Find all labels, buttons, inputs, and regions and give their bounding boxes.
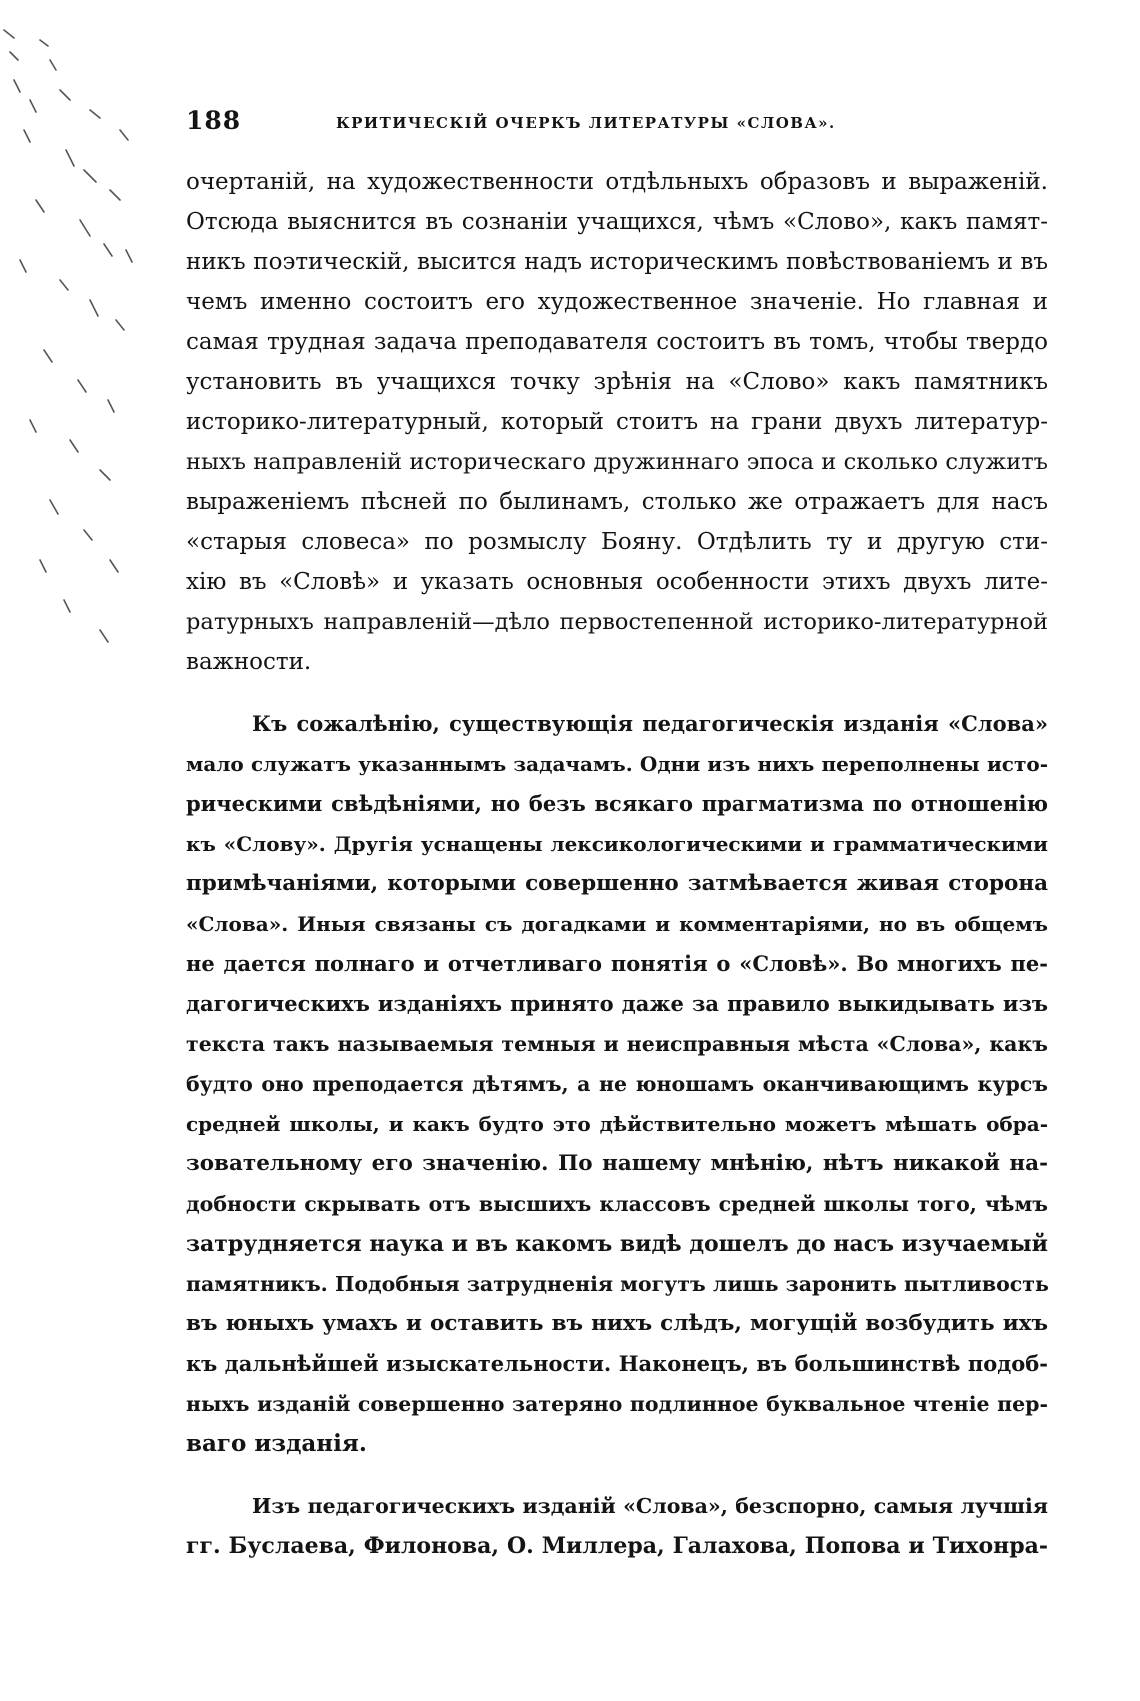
text-line: ныхъ направленій историческаго дружиннаго эпоса и сколько служитъ <box>186 449 1048 475</box>
text-line: зовательному его значенію. По нашему мнѣнію, нѣтъ никакой на- <box>186 1151 1048 1176</box>
paragraph-1 <box>186 162 1048 682</box>
text-line: чемъ именно состоитъ его художественное значеніе. Но главная и <box>186 289 1048 315</box>
text-line: средней школы, и какъ будто это дѣйствительно можетъ мѣшать обра- <box>186 1112 1048 1136</box>
text-line: будто оно преподается дѣтямъ, а не юношамъ оканчивающимъ курсъ <box>186 1072 1048 1096</box>
text-line: «старыя словеса» по розмыслу Бояну. Отдѣлить ту и другую сти- <box>186 529 1048 555</box>
text-line: историко-литературный, который стоитъ на грани двухъ литератур- <box>186 409 1048 435</box>
text-line: важности. <box>186 649 312 675</box>
paragraph-gap <box>186 1464 1048 1486</box>
text-line: текста такъ называемыя темныя и неисправныя мѣста «Слова», какъ <box>186 1032 1048 1056</box>
text-line: рическими свѣдѣніями, но безъ всякаго прагматизма по отношенію <box>186 791 1048 816</box>
paragraph-gap <box>186 682 1048 704</box>
text-line: Къ сожалѣнію, существующія педагогическія изданія «Слова» <box>252 711 1048 736</box>
text-line: выраженіемъ пѣсней по былинамъ, столько же отражаетъ для насъ <box>186 489 1048 515</box>
text-line: памятникъ. Подобныя затрудненія могутъ лишь заронить пытливость <box>186 1272 1049 1296</box>
running-head <box>186 106 1048 146</box>
body-text <box>186 162 1048 1566</box>
text-line: хію въ «Словѣ» и указать основныя особенности этихъ двухъ лите- <box>186 569 1048 595</box>
text-line: добности скрывать отъ высшихъ классовъ средней школы того, чѣмъ <box>186 1192 1048 1216</box>
text-line: ныхъ изданій совершенно затеряно подлинное буквальное чтеніе пер- <box>186 1392 1048 1416</box>
text-line: установить въ учащихся точку зрѣнія на «Слово» какъ памятникъ <box>186 369 1048 395</box>
text-line: «Слова». Иныя связаны съ догадками и комментаріями, но въ общемъ <box>186 912 1048 936</box>
text-line: дагогическихъ изданіяхъ принято даже за правило выкидывать изъ <box>186 991 1048 1016</box>
text-line: мало служатъ указаннымъ задачамъ. Одни изъ нихъ переполнены исто- <box>186 752 1048 776</box>
text-line: ваго изданія. <box>186 1430 367 1457</box>
text-line: къ «Слову». Другія уснащены лексикологическими и грамматическими <box>186 832 1048 856</box>
page-number: 188 <box>186 106 242 135</box>
text-line: очертаній, на художественности отдѣльныхъ образовъ и выраженій. <box>186 169 1048 195</box>
text-line: Отсюда выяснится въ сознаніи учащихся, чѣмъ «Слово», какъ памят- <box>186 209 1048 235</box>
text-line: къ дальнѣйшей изыскательности. Наконецъ, въ большинствѣ подоб- <box>186 1351 1048 1376</box>
running-title: КРИТИЧЕСКІЙ ОЧЕРКЪ ЛИТЕРАТУРЫ «СЛОВА». <box>336 114 836 132</box>
text-line: въ юныхъ умахъ и оставить въ нихъ слѣдъ, могущій возбудить ихъ <box>186 1311 1048 1336</box>
text-line: затрудняется наука и въ какомъ видѣ дошелъ до насъ изучаемый <box>186 1231 1048 1257</box>
text-line: ратурныхъ направленій—дѣло первостепенной историко-литературной <box>186 609 1048 635</box>
text-line: не дается полнаго и отчетливаго понятія о «Словѣ». Во многихъ пе- <box>186 951 1048 976</box>
paragraph-3 <box>186 1486 1048 1566</box>
paragraph-2 <box>186 704 1048 1464</box>
text-line: примѣчаніями, которыми совершенно затмѣвается живая сторона <box>186 871 1048 896</box>
text-line: Изъ педагогическихъ изданій «Слова», безспорно, самыя лучшія <box>252 1494 1048 1518</box>
margin-pencil-marks <box>0 0 150 700</box>
text-line: самая трудная задача преподавателя состоитъ въ томъ, чтобы твердо <box>186 329 1048 355</box>
text-line: гг. Буслаева, Филонова, О. Миллера, Галахова, Попова и Тихонра- <box>186 1533 1048 1559</box>
text-line: никъ поэтическій, высится надъ историческимъ повѣствованіемъ и въ <box>186 249 1048 275</box>
